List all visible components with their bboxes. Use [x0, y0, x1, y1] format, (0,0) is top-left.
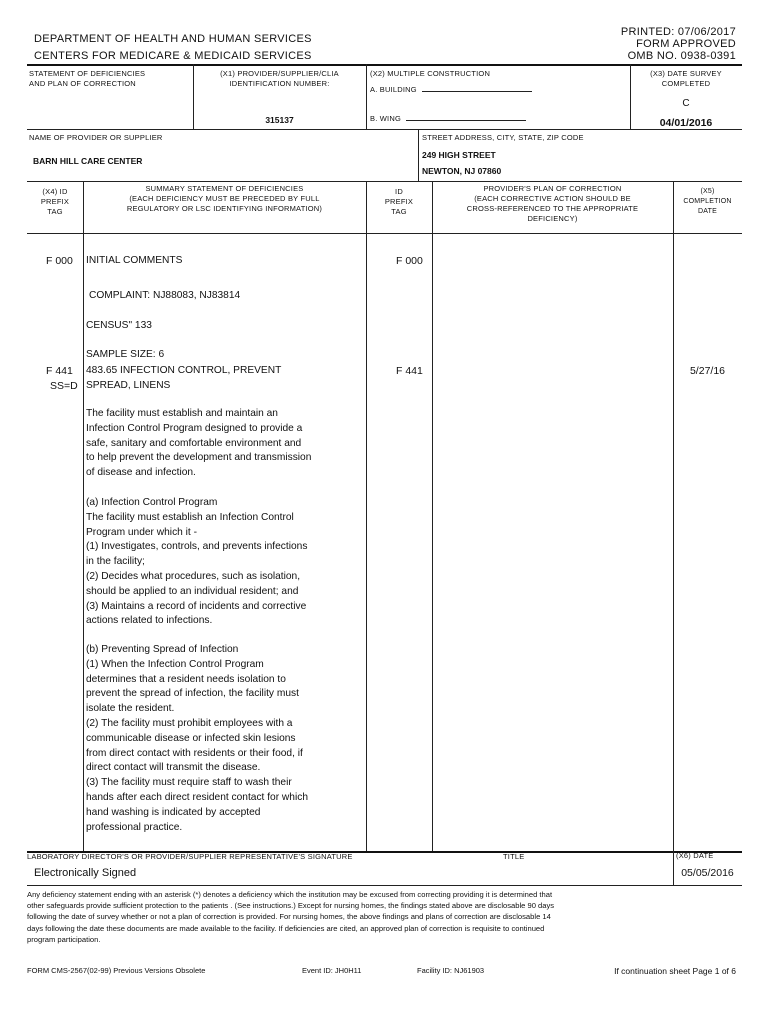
signature-date-label: (X6) DATE	[676, 851, 714, 860]
info-col-sep-2	[366, 64, 367, 129]
agency-name: CENTERS FOR MEDICARE & MEDICAID SERVICES	[34, 50, 312, 62]
col-sep-summary	[366, 181, 367, 851]
wing-field: B. WING	[370, 114, 526, 124]
column-header-bottom	[27, 233, 742, 234]
disclaimer-text: Any deficiency statement ending with an asterisk (*) denotes a deficiency which the institution may be excused from correcting providing it is determined that other safeguards provide sufficient protection to the patients . (See instructions.) Except for nursing homes, the findings stated above are disclosable 90 days following the date of survey whether or not a plan of correction is provided. For nursing homes, the above findings and plans of correction are disclosable 14 days following the date these documents are made available to the facility. If deficiencies are cited, an approved plan of correction is requisite to continued program participation.	[27, 890, 555, 944]
title-label: TITLE	[503, 852, 525, 861]
f441-title-1: 483.65 INFECTION CONTROL, PREVENT	[86, 365, 282, 376]
info-top-border	[27, 64, 742, 66]
building-field: A. BUILDING	[370, 85, 532, 95]
tag-f000: F 000	[46, 255, 73, 267]
department-name: DEPARTMENT OF HEALTH AND HUMAN SERVICES	[34, 33, 312, 45]
col-sep-plan	[673, 181, 674, 851]
survey-date: 04/01/2016	[659, 117, 713, 129]
plan-header: PROVIDER'S PLAN OF CORRECTION (EACH CORRECTIVE ACTION SHOULD BE CROSS-REFERENCED TO THE APPROPRIATE DEFICIENCY)	[466, 184, 639, 223]
paragraph-infection-program: The facility must establish and maintain an Infection Control Program designed to provide a safe, sanitary and comfortable environment and to help prevent the development and transmission of disease and infection.	[86, 408, 312, 479]
tag-f441-right: F 441	[396, 365, 423, 377]
x1-label: (X1) PROVIDER/SUPPLIER/CLIA IDENTIFICATION NUMBER:	[220, 69, 339, 88]
tag-f000-right: F 000	[396, 255, 423, 267]
f000-title: INITIAL COMMENTS	[86, 255, 183, 266]
id-header: ID PREFIX TAG	[384, 187, 414, 216]
x4-header: (X4) ID PREFIX TAG	[40, 187, 70, 216]
address-col-sep	[418, 129, 419, 181]
provider-name-label: NAME OF PROVIDER OR SUPPLIER	[29, 133, 163, 142]
provider-name: BARN HILL CARE CENTER	[33, 156, 143, 166]
address-line-2: NEWTON, NJ 07860	[422, 166, 502, 176]
summary-header: SUMMARY STATEMENT OF DEFICIENCIES (EACH DEFICIENCY MUST BE PRECEDED BY FULL REGULATORY OR LSC IDENTIFYING INFORMATION)	[126, 184, 323, 213]
sample-size-line: SAMPLE SIZE: 6	[86, 349, 165, 360]
signature-label: LABORATORY DIRECTOR'S OR PROVIDER/SUPPLIER REPRESENTATIVE'S SIGNATURE	[27, 852, 353, 861]
col-sep-prefix	[83, 181, 84, 851]
statement-label: STATEMENT OF DEFICIENCIES AND PLAN OF CORRECTION	[29, 69, 146, 88]
signature-date: 05/05/2016	[681, 867, 734, 879]
address-line-1: 249 HIGH STREET	[422, 150, 496, 160]
x2-label: (X2) MULTIPLE CONSTRUCTION	[370, 69, 491, 78]
f441-title-2: SPREAD, LINENS	[86, 380, 171, 391]
paragraph-preventing-spread: (b) Preventing Spread of Infection (1) When the Infection Control Program determines that a resident needs isolation to prevent the spread of infection, the facility must isolate the resident. (2) The facility must prohibit employees with a communicable disease or infected skin lesions from direct contact with residents or their food, if direct contact will transmit the disease. (3) The facility must require staff to wash their hands after each direct resident contact for which hand washing is indicated by accepted professional practice.	[86, 644, 308, 833]
info-divider	[27, 129, 742, 130]
form-approved: FORM APPROVED	[636, 38, 736, 50]
facility-id: Facility ID: NJ61903	[417, 966, 485, 975]
census-line: CENSUS" 133	[86, 320, 152, 331]
survey-code: C	[682, 98, 690, 109]
event-id: Event ID: JH0H11	[302, 966, 362, 975]
page-indicator: If continuation sheet Page 1 of 6	[614, 966, 736, 976]
x3-label: (X3) DATE SURVEY COMPLETED	[650, 69, 722, 88]
tag-f441: F 441	[46, 365, 73, 377]
complaint-line: COMPLAINT: NJ88083, NJ83814	[89, 290, 241, 301]
x5-header: (X5) COMPLETION DATE	[683, 188, 732, 215]
signature-bottom-border	[27, 885, 742, 886]
electronic-signature: Electronically Signed	[34, 867, 137, 879]
address-label: STREET ADDRESS, CITY, STATE, ZIP CODE	[422, 133, 584, 142]
scope-severity: SS=D	[50, 380, 78, 392]
printed-date: PRINTED: 07/06/2017	[620, 26, 736, 38]
provider-id-number: 315137	[265, 115, 294, 125]
omb-number: OMB NO. 0938-0391	[627, 50, 736, 62]
address-bottom-border	[27, 181, 742, 182]
col-sep-id	[432, 181, 433, 851]
paragraph-infection-control: (a) Infection Control Program The facility must establish an Infection Control Program under which it - (1) Investigates, controls, and prevents infections in the facility; (2) Decides what procedures, such as isolation, should be applied to an individual resident; and (3) Maintains a record of incidents and corrective actions related to infections.	[86, 497, 308, 627]
completion-date: 5/27/16	[689, 365, 726, 377]
form-number: FORM CMS-2567(02-99) Previous Versions Obsolete	[27, 966, 206, 975]
